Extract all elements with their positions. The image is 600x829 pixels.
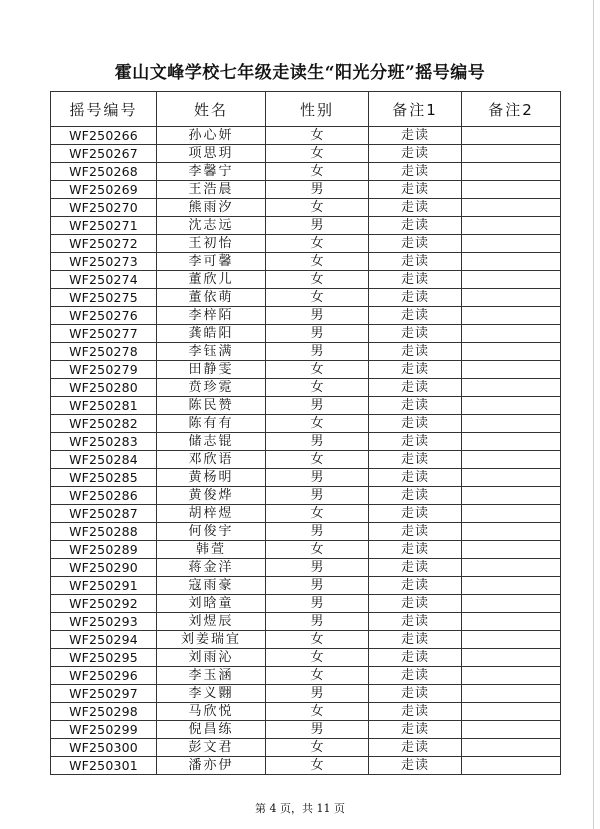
header-lottery-number: 摇号编号 (51, 92, 157, 127)
cell-gender: 女 (266, 127, 369, 145)
cell-note1: 走读 (369, 415, 462, 433)
cell-note1: 走读 (369, 541, 462, 559)
cell-name: 沈志远 (157, 217, 266, 235)
cell-name: 倪昌练 (157, 721, 266, 739)
table-row (51, 703, 561, 721)
cell-gender: 女 (266, 739, 369, 757)
cell-name: 储志锟 (157, 433, 266, 451)
table-row (51, 523, 561, 541)
cell-note2 (462, 289, 561, 307)
cell-name: 黄俊烨 (157, 487, 266, 505)
cell-lottery-number: WF250282 (51, 415, 157, 433)
cell-name: 刘晗童 (157, 595, 266, 613)
cell-lottery-number: WF250281 (51, 397, 157, 415)
table-row (51, 757, 561, 775)
cell-name: 刘姜瑞宜 (157, 631, 266, 649)
cell-gender: 女 (266, 379, 369, 397)
cell-lottery-number: WF250285 (51, 469, 157, 487)
cell-lottery-number: WF250278 (51, 343, 157, 361)
cell-note2 (462, 541, 561, 559)
cell-note1: 走读 (369, 181, 462, 199)
cell-name: 孙心妍 (157, 127, 266, 145)
table-row (51, 127, 561, 145)
cell-name: 李钰满 (157, 343, 266, 361)
cell-lottery-number: WF250299 (51, 721, 157, 739)
cell-note1: 走读 (369, 127, 462, 145)
cell-note1: 走读 (369, 217, 462, 235)
cell-note1: 走读 (369, 721, 462, 739)
cell-note2 (462, 667, 561, 685)
cell-note2 (462, 199, 561, 217)
cell-note1: 走读 (369, 397, 462, 415)
cell-name: 潘亦伊 (157, 757, 266, 775)
cell-gender: 男 (266, 613, 369, 631)
cell-lottery-number: WF250275 (51, 289, 157, 307)
cell-name: 刘雨沁 (157, 649, 266, 667)
header-name: 姓名 (157, 92, 266, 127)
cell-note2 (462, 703, 561, 721)
cell-name: 陈有有 (157, 415, 266, 433)
cell-note2 (462, 379, 561, 397)
document-title: 霍山文峰学校七年级走读生“阳光分班”摇号编号 (114, 63, 486, 83)
cell-note2 (462, 721, 561, 739)
cell-name: 龚皓阳 (157, 325, 266, 343)
table-row (51, 541, 561, 559)
header-note2: 备注2 (462, 92, 561, 127)
cell-note1: 走读 (369, 343, 462, 361)
cell-name: 田静雯 (157, 361, 266, 379)
cell-lottery-number: WF250293 (51, 613, 157, 631)
cell-gender: 女 (266, 451, 369, 469)
table-row (51, 469, 561, 487)
cell-lottery-number: WF250287 (51, 505, 157, 523)
cell-name: 李可馨 (157, 253, 266, 271)
roster-table (50, 91, 561, 775)
cell-lottery-number: WF250269 (51, 181, 157, 199)
cell-gender: 女 (266, 361, 369, 379)
table-row (51, 577, 561, 595)
cell-gender: 女 (266, 199, 369, 217)
cell-note2 (462, 253, 561, 271)
cell-lottery-number: WF250279 (51, 361, 157, 379)
cell-note2 (462, 433, 561, 451)
cell-note1: 走读 (369, 271, 462, 289)
table-row (51, 145, 561, 163)
cell-lottery-number: WF250301 (51, 757, 157, 775)
table-row (51, 595, 561, 613)
cell-note1: 走读 (369, 325, 462, 343)
cell-lottery-number: WF250295 (51, 649, 157, 667)
cell-lottery-number: WF250280 (51, 379, 157, 397)
cell-lottery-number: WF250294 (51, 631, 157, 649)
cell-note1: 走读 (369, 145, 462, 163)
cell-name: 彭文君 (157, 739, 266, 757)
table-row (51, 667, 561, 685)
cell-lottery-number: WF250297 (51, 685, 157, 703)
table-row (51, 181, 561, 199)
cell-note1: 走读 (369, 199, 462, 217)
table-row (51, 613, 561, 631)
cell-name: 贲珍霓 (157, 379, 266, 397)
cell-name: 胡梓煜 (157, 505, 266, 523)
cell-name: 董欣儿 (157, 271, 266, 289)
cell-gender: 女 (266, 271, 369, 289)
cell-note2 (462, 397, 561, 415)
table-row (51, 433, 561, 451)
header-gender: 性别 (266, 92, 369, 127)
header-note1: 备注1 (369, 92, 462, 127)
cell-note1: 走读 (369, 379, 462, 397)
cell-lottery-number: WF250292 (51, 595, 157, 613)
cell-note2 (462, 595, 561, 613)
table-row (51, 343, 561, 361)
cell-note2 (462, 577, 561, 595)
cell-note2 (462, 127, 561, 145)
table-row (51, 685, 561, 703)
cell-note2 (462, 487, 561, 505)
cell-note2 (462, 271, 561, 289)
cell-note2 (462, 307, 561, 325)
cell-gender: 女 (266, 505, 369, 523)
cell-gender: 女 (266, 235, 369, 253)
cell-gender: 男 (266, 343, 369, 361)
cell-note1: 走读 (369, 739, 462, 757)
cell-lottery-number: WF250283 (51, 433, 157, 451)
table-header-row (51, 92, 561, 127)
cell-lottery-number: WF250272 (51, 235, 157, 253)
cell-name: 李梓陌 (157, 307, 266, 325)
cell-note2 (462, 613, 561, 631)
table-row (51, 451, 561, 469)
table-row (51, 307, 561, 325)
table-row (51, 505, 561, 523)
cell-lottery-number: WF250266 (51, 127, 157, 145)
cell-name: 李馨宁 (157, 163, 266, 181)
cell-note2 (462, 217, 561, 235)
table-row (51, 199, 561, 217)
cell-lottery-number: WF250267 (51, 145, 157, 163)
cell-lottery-number: WF250277 (51, 325, 157, 343)
cell-name: 何俊宇 (157, 523, 266, 541)
cell-note1: 走读 (369, 469, 462, 487)
cell-lottery-number: WF250286 (51, 487, 157, 505)
cell-lottery-number: WF250274 (51, 271, 157, 289)
cell-name: 马欣悦 (157, 703, 266, 721)
table-row (51, 361, 561, 379)
cell-note1: 走读 (369, 235, 462, 253)
cell-note2 (462, 451, 561, 469)
cell-gender: 女 (266, 415, 369, 433)
table-row (51, 217, 561, 235)
cell-gender: 男 (266, 721, 369, 739)
cell-note1: 走读 (369, 163, 462, 181)
cell-note2 (462, 523, 561, 541)
cell-note1: 走读 (369, 667, 462, 685)
cell-name: 王初怡 (157, 235, 266, 253)
cell-note1: 走读 (369, 685, 462, 703)
cell-gender: 女 (266, 163, 369, 181)
table-row (51, 559, 561, 577)
table-row (51, 235, 561, 253)
table-row (51, 631, 561, 649)
cell-note1: 走读 (369, 361, 462, 379)
cell-lottery-number: WF250296 (51, 667, 157, 685)
cell-gender: 男 (266, 325, 369, 343)
cell-note1: 走读 (369, 253, 462, 271)
cell-gender: 男 (266, 181, 369, 199)
cell-note1: 走读 (369, 433, 462, 451)
cell-lottery-number: WF250290 (51, 559, 157, 577)
cell-note2 (462, 361, 561, 379)
cell-lottery-number: WF250276 (51, 307, 157, 325)
page-edge (593, 0, 594, 829)
cell-name: 董依萌 (157, 289, 266, 307)
cell-note2 (462, 505, 561, 523)
cell-name: 李玉涵 (157, 667, 266, 685)
cell-note2 (462, 757, 561, 775)
cell-lottery-number: WF250270 (51, 199, 157, 217)
cell-gender: 男 (266, 397, 369, 415)
cell-gender: 男 (266, 577, 369, 595)
cell-gender: 男 (266, 685, 369, 703)
cell-lottery-number: WF250300 (51, 739, 157, 757)
cell-gender: 男 (266, 559, 369, 577)
cell-note1: 走读 (369, 289, 462, 307)
cell-gender: 女 (266, 667, 369, 685)
cell-note2 (462, 559, 561, 577)
cell-name: 王浩晨 (157, 181, 266, 199)
cell-lottery-number: WF250289 (51, 541, 157, 559)
cell-name: 陈民赞 (157, 397, 266, 415)
cell-note2 (462, 415, 561, 433)
cell-note2 (462, 235, 561, 253)
cell-gender: 女 (266, 703, 369, 721)
cell-name: 刘煜辰 (157, 613, 266, 631)
cell-note2 (462, 325, 561, 343)
cell-gender: 女 (266, 289, 369, 307)
cell-gender: 女 (266, 757, 369, 775)
cell-gender: 女 (266, 145, 369, 163)
cell-note1: 走读 (369, 613, 462, 631)
cell-note2 (462, 163, 561, 181)
table-row (51, 271, 561, 289)
cell-lottery-number: WF250271 (51, 217, 157, 235)
table-row (51, 721, 561, 739)
cell-gender: 男 (266, 433, 369, 451)
cell-gender: 男 (266, 487, 369, 505)
cell-gender: 男 (266, 307, 369, 325)
cell-name: 寇雨豪 (157, 577, 266, 595)
cell-gender: 女 (266, 649, 369, 667)
cell-gender: 男 (266, 595, 369, 613)
table-row (51, 649, 561, 667)
cell-lottery-number: WF250284 (51, 451, 157, 469)
cell-note2 (462, 685, 561, 703)
cell-note1: 走读 (369, 703, 462, 721)
cell-name: 邓欣语 (157, 451, 266, 469)
table-row (51, 739, 561, 757)
cell-note2 (462, 739, 561, 757)
cell-note2 (462, 181, 561, 199)
cell-note1: 走读 (369, 631, 462, 649)
cell-note1: 走读 (369, 577, 462, 595)
cell-gender: 女 (266, 631, 369, 649)
cell-name: 韩萱 (157, 541, 266, 559)
cell-note2 (462, 343, 561, 361)
table-row (51, 325, 561, 343)
cell-note1: 走读 (369, 523, 462, 541)
cell-lottery-number: WF250288 (51, 523, 157, 541)
table-row (51, 415, 561, 433)
cell-name: 熊雨汐 (157, 199, 266, 217)
cell-note1: 走读 (369, 487, 462, 505)
cell-gender: 男 (266, 469, 369, 487)
table-row (51, 253, 561, 271)
cell-note1: 走读 (369, 505, 462, 523)
cell-gender: 女 (266, 541, 369, 559)
cell-note1: 走读 (369, 451, 462, 469)
table-row (51, 397, 561, 415)
cell-note2 (462, 649, 561, 667)
cell-note2 (462, 145, 561, 163)
cell-note1: 走读 (369, 559, 462, 577)
cell-gender: 男 (266, 217, 369, 235)
cell-note1: 走读 (369, 649, 462, 667)
cell-gender: 女 (266, 253, 369, 271)
cell-note1: 走读 (369, 757, 462, 775)
cell-name: 项思玥 (157, 145, 266, 163)
cell-gender: 男 (266, 523, 369, 541)
cell-note1: 走读 (369, 595, 462, 613)
table-row (51, 163, 561, 181)
cell-lottery-number: WF250291 (51, 577, 157, 595)
cell-note1: 走读 (369, 307, 462, 325)
table-body (51, 127, 561, 775)
page-footer: 第 4 页，共 11 页 (255, 802, 345, 815)
cell-lottery-number: WF250273 (51, 253, 157, 271)
cell-name: 蒋金洋 (157, 559, 266, 577)
table-row (51, 487, 561, 505)
cell-name: 李义翾 (157, 685, 266, 703)
cell-note2 (462, 631, 561, 649)
table-row (51, 289, 561, 307)
cell-note2 (462, 469, 561, 487)
cell-name: 黄杨明 (157, 469, 266, 487)
cell-lottery-number: WF250298 (51, 703, 157, 721)
cell-lottery-number: WF250268 (51, 163, 157, 181)
table-row (51, 379, 561, 397)
